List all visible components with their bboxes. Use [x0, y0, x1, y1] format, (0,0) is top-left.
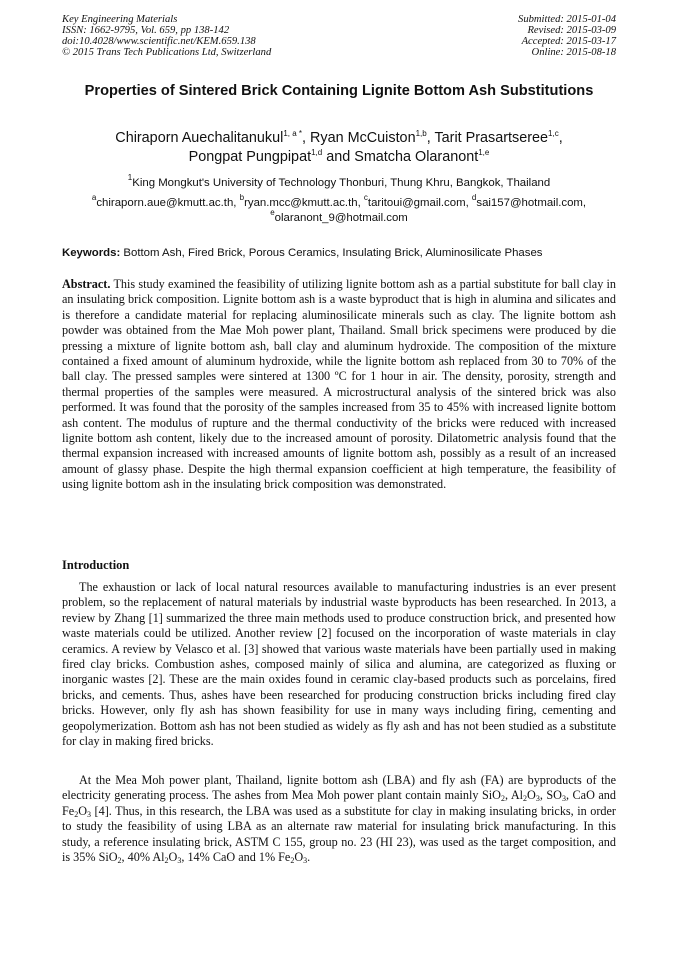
affiliation-text: King Mongkut's University of Technology Thonburi, Thung Khru, Bangkok, Thailand: [132, 177, 551, 189]
author-separator: ,: [558, 130, 563, 146]
paper-title: Properties of Sintered Brick Containing Lignite Bottom Ash Substitutions: [84, 83, 594, 99]
author-name: Tarit Prasartseree: [434, 130, 549, 146]
email-marker: d: [471, 193, 477, 202]
intro-paragraph-1: The exhaustion or lack of local natural resources available to manufacturing industries is an ever present problem, so the replacement of natural materials by industrial waste byproducts has been researched. In 2013, a review by Zhang [1] summarized the three main methods used to produce construction brick, and presented how waste materials could be utilized. Another review [2] focused on the incorporation of waste materials in clay ceramics. A review by Velasco et al. [3] showed that various waste materials have been partially used in making fired clay bricks. Combustion ashes, composed mainly of silica and alumina, are categorized as fluxing or inorganic wastes [2]. These are the main oxides found in ceramic clay-based products such as porcelains, fired bricks, and cements. Thus, ashes have been researched for producing construction bricks including fired clay bricks. However, only fly ash has shown feasibility for use in many ways including firing, cementing and geopolymerization. Bottom ash has not been studied as widely as fly ash and has not been studied as a substitute for clay in making fired bricks.: [62, 580, 616, 749]
author-affil-marker: 1,b: [415, 129, 427, 138]
issn: ISSN: 1662-9795, Vol. 659, pp 138-142: [62, 25, 230, 36]
journal-name: Key Engineering Materials: [62, 14, 178, 25]
email-link[interactable]: taritoui@gmail.com: [367, 197, 466, 209]
author-name: Chiraporn Auechalitanukul: [115, 130, 284, 146]
author-affil-marker: 1,c: [548, 129, 559, 138]
abstract: [62, 277, 616, 493]
keywords-text: Bottom Ash, Fired Brick, Porous Ceramics, Insulating Brick, Aluminosilicate Phases: [123, 247, 543, 259]
author-affil-marker: 1,d: [311, 148, 323, 157]
intro-paragraph-2: At the Mea Moh power plant, Thailand, lignite bottom ash (LBA) and fly ash (FA) are byproducts of the electricity generating process. The ashes from Mea Moh power plant contain mainly SiO$_2$, $Al_2O_3$, $SO_3$, CaO and $Fe_2O_3$ [4]. Thus, in this research, the LBA was used as a substitute for clay in making insulating bricks, in order to study the feasibility of using LBA as an alternate raw material for insulating brick manufacturing. In this study, a reference insulating brick, ASTM C 155, group no. 23 (HI 23), was used as the target composition, and is 35% SiO$_2$, 40% $Al_2O_3$, 14% CaO and 1% $Fe_2O_3$.: [62, 773, 616, 866]
abstract-text: This study examined the feasibility of utilizing lignite bottom ash as a partial substitute for ball clay in an insulating brick composition. Lignite bottom ash is a waste byproduct that is high in alumina and silicates and is therefore a candidate material for replacing aluminosilicate minerals such as clay. The lignite bottom ash powder was obtained from the Mae Moh power plant, Thailand. Small brick specimens were produced by die pressing a mixture of lignite bottom ash, ball clay and aluminum hydroxide. The composition of the mixture contained a fixed amount of aluminum hydroxide, while the lignite bottom ash replaced from 30 to 70% of the ball clay. The pressed samples were sintered at 1300 ºC for 1 hour in air. The density, porosity, strength and thermal properties of the samples were measured. A microstructural analysis of the sintered brick was also performed. It was found that the porosity of the samples increased from 35 to 45% with increased lignite bottom ash content. The modulus of rupture and the thermal conductivity of the bricks were reduced with increased lignite bottom ash content, likely due to the increased amount of porosity. Dilatometric analysis found that the thermal expansion increased with increased amounts of lignite bottom ash, possibly as a result of an increased amount of glassy phase. Despite the high thermal expansion coefficient at high temperature, the feasibility of using lignite bottom ash in the insulating brick composition was demonstrated.: [62, 277, 617, 492]
email-link[interactable]: ryan.mcc@kmutt.ac.th: [244, 197, 358, 209]
author-name: Ryan McCuiston: [310, 130, 416, 146]
abstract-label: Abstract.: [62, 277, 111, 291]
affiliation: [62, 173, 616, 190]
submitted-date: Submitted: 2015-01-04: [518, 14, 616, 25]
author-name: Pongpat Pungpipat: [188, 149, 312, 165]
keywords-label: Keywords:: [62, 247, 121, 259]
author-affil-marker: 1, a *: [283, 129, 302, 138]
author-affil-marker: 1,e: [478, 148, 490, 157]
author-separator: ,: [302, 130, 310, 146]
email-marker: b: [239, 193, 245, 202]
email-marker: c: [363, 193, 368, 202]
copyright: © 2015 Trans Tech Publications Ltd, Switzerland: [62, 47, 272, 58]
email-link[interactable]: chiraporn.aue@kmutt.ac.th: [96, 197, 234, 209]
section-heading-introduction: Introduction: [62, 558, 130, 572]
email-link[interactable]: olaranont_9@hotmail.com: [274, 212, 408, 224]
accepted-date: Accepted: 2015-03-17: [521, 36, 616, 47]
author-separator: and: [322, 149, 355, 165]
author-separator: ,: [426, 130, 435, 146]
dates-info: [518, 14, 616, 58]
online-date: Online: 2015-08-18: [531, 47, 616, 58]
revised-date: Revised: 2015-03-09: [527, 25, 616, 36]
email-marker: e: [270, 208, 275, 217]
author-name: Smatcha Olaranont: [354, 149, 479, 165]
doi: doi:10.4028/www.scientific.net/KEM.659.138: [62, 36, 256, 47]
keywords: [62, 246, 616, 260]
email-link[interactable]: sai157@hotmail.com: [476, 197, 583, 209]
email-marker: a: [91, 193, 97, 202]
journal-info: [62, 14, 271, 58]
affiliation-marker: 1: [127, 173, 133, 182]
author-list: [62, 129, 616, 167]
email-list: $^a$chiraporn.aue@kmutt.ac.th, $^b$ryan.mcc@kmutt.ac.th, $^c$taritoui@gmail.com, $^d$sai157@hotmail.com, $^e$olaranont_9@hotmail.com: [91, 193, 587, 224]
